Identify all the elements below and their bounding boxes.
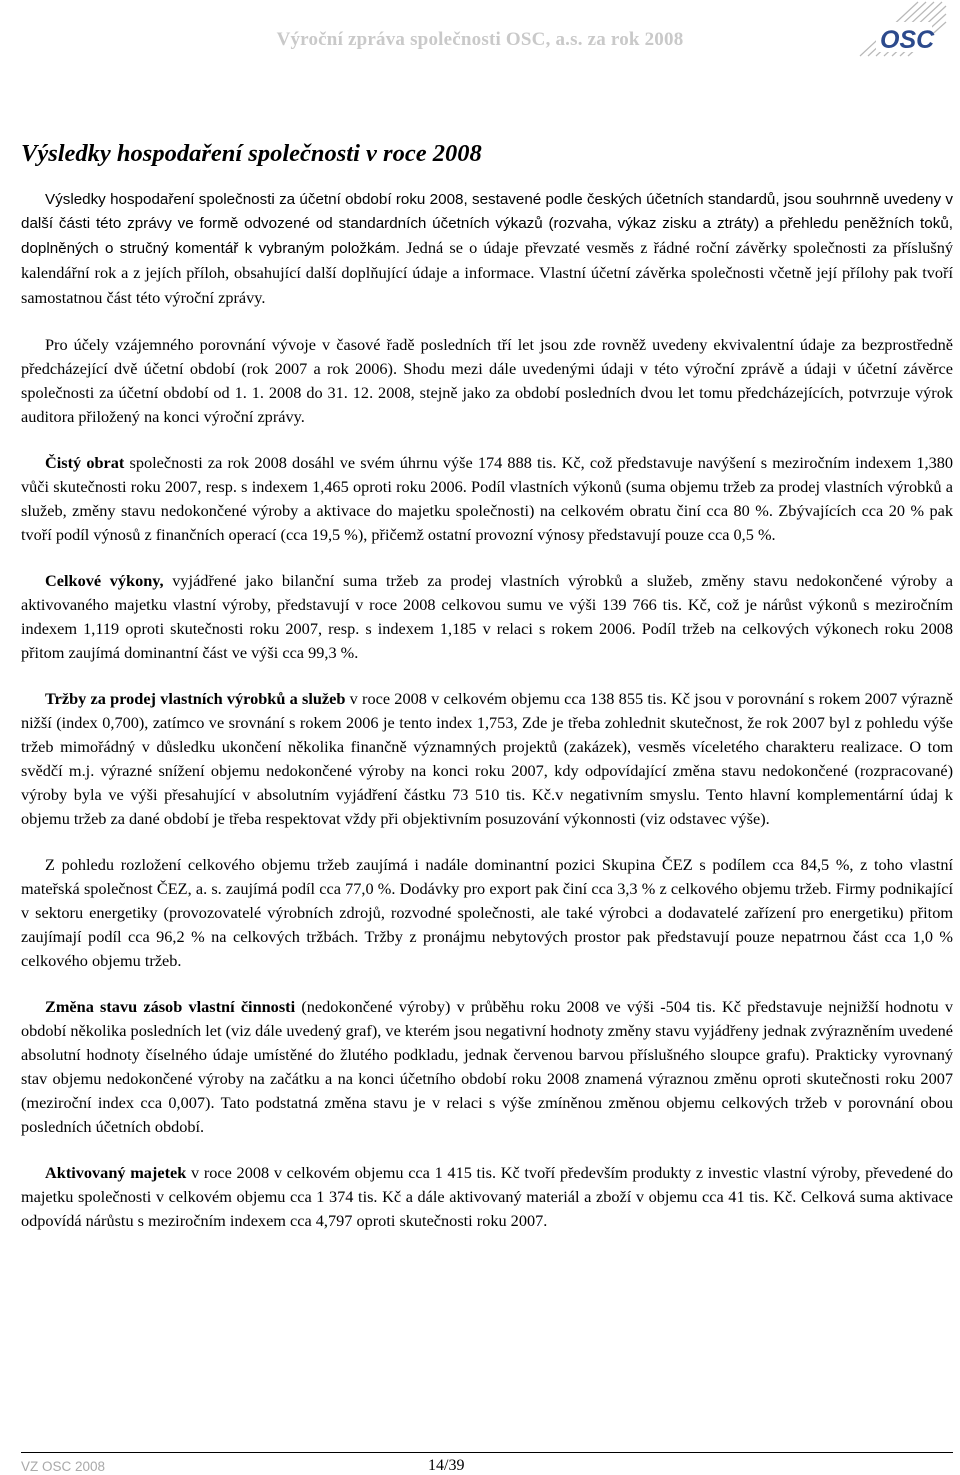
paragraph-intro-text: Výsledky hospodaření společnosti za účetní období roku 2008, sestavené podle českých účetních standardů, jsou souhrnně uvedeny v další části této zprávy ve formě odvozené od standardních účetních výkazů (rozvaha, výkaz zisku a ztráty) a přehledu peněžních toků, doplněných o stručný komentář k vybraným položkám. xyxy=(21,191,953,257)
paragraph-intro-serif: Jedná se o údaje převzaté vesměs z řádné roční závěrky společnosti za příslušný kalendářní rok a z jejích příloh, obsahující další doplňující údaje a informace. Vlastní účetní závěrka společnosti včetně její přílohy pak tvoří samostatnou část této výroční zprávy. xyxy=(21,238,954,307)
report-body xyxy=(21,188,953,1255)
term-sales: Tržby za prodej vlastních výrobků a služeb xyxy=(45,689,346,708)
term-net-turnover: Čistý obrat xyxy=(45,453,125,472)
paragraph-comparison: Pro účely vzájemného porovnání vývoje v časové řadě posledních tří let jsou zde rovněž uvedeny ekvivalentní údaje za bezprostředně předcházející dvě účetní období (rok 2007 a rok 2006). Shodu mezi dále uvedenými údaji v této výroční zprávě a údaji v účetní závěrce společnosti za účetní období od 1. 1. 2008 do 31. 12. 2008, stejně jako za období posledních dvou let tomu předcházejících, potvrzuje výrok auditora přiložený na konci výroční zprávy. xyxy=(21,335,953,426)
footer-divider xyxy=(21,1452,953,1453)
paragraph-total-output-text: vyjádřené jako bilanční suma tržeb za prodej vlastních výrobků a služeb, změny stavu nedokončené výroby a aktivovaného majetku vlastní výroby, představují v roce 2008 celkovou sumu ve výši 139 766 tis. Kč, což je nárůst výkonů s meziročním indexem 1,119 oproti skutečnosti roku 2007, resp. s indexem 1,185 v relaci s rokem 2006. Podíl tržeb na celkových výkonech roku 2008 přitom zaujímá dominantní část ve výši cca 99,3 %. xyxy=(21,571,953,662)
paragraph-inventory-change xyxy=(21,995,953,1139)
header-title: Výroční zpráva společnosti OSC, a.s. za rok 2008 xyxy=(276,29,684,50)
paragraph-total-output xyxy=(21,569,953,665)
paragraph-capitalized-assets xyxy=(21,1161,953,1233)
footer-document-code: VZ OSC 2008 xyxy=(21,1459,106,1474)
paragraph-inventory-change-text: (nedokončené výroby) v průběhu roku 2008 ve výši -504 tis. Kč představuje nejnižší hodnotu v období několika posledních let (viz dále uvedený graf), ve kterém jsou negativní hodnoty změny stavu vyjádřeny jednak zvýrazněním uvedené absolutní hodnoty číselného údaje umístěné do žlutého podkladu, jednak červenou barvou příslušného sloupce grafu). Prakticky vyrovnaný stav objemu nedokončené výroby na začátku a na konci účetního období roku 2008 znamená výraznou změnu oproti skutečnosti roku 2007 (meziroční index cca 0,007). Tato podstatná změna stavu je v relaci s výše zmíněnou změnou objemu celkových tržeb v porovnání obou posledních účetních období. xyxy=(21,997,954,1136)
term-capitalized-assets: Aktivovaný majetek xyxy=(45,1163,187,1182)
osc-logo xyxy=(846,0,950,70)
paragraph-sales xyxy=(21,687,953,831)
paragraph-net-turnover-text: společnosti za rok 2008 dosáhl ve svém úhrnu výše 174 888 tis. Kč, což představuje navýšení s meziročním indexem 1,380 vůči skutečnosti roku 2007, resp. s indexem 1,465 oproti roku 2006. Podíl vlastních výkonů (suma objemu tržeb za prodej vlastních výrobků a služeb, změny stavu nedokončené výroby a aktivace do majetku společnosti) na celkovém obratu činí cca 80 %. Zbývajících cca 20 % pak tvoří podíl výnosů z finančních operací (cca 19,5 %), přičemž ostatní provozní výnosy představují pouze cca 0,5 %. xyxy=(21,453,954,544)
section-heading: Výsledky hospodaření společnosti v roce 2008 xyxy=(21,140,482,167)
paragraph-net-turnover xyxy=(21,451,953,547)
paragraph-sales-distribution: Z pohledu rozložení celkového objemu tržeb zaujímá i nadále dominantní pozici Skupina ČEZ s podílem cca 84,5 %, z toho vlastní mateřská společnost ČEZ, a. s. zaujímá podíl cca 77,0 %. Dodávky pro export pak činí cca 3,3 % z celkového objemu tržeb. Firmy podnikající v sektoru energetiky (provozovatelé výrobních zdrojů, rozvodné společnosti, ale také výrobci a dodavatelé zařízení pro energetiku) přitom zaujímají podíl cca 96,2 % na celkových tržbách. Tržby z pronájmu nebytových prostor pak představují pouze nepatrnou část cca 1,0 % celkového objemu tržeb. xyxy=(21,855,953,970)
term-inventory-change: Změna stavu zásob vlastní činnosti xyxy=(45,997,296,1016)
logo-text: OSC xyxy=(880,26,935,54)
paragraph-capitalized-assets-text: v roce 2008 v celkovém objemu cca 1 415 tis. Kč tvoří především produkty z investic vlastní výroby, převedené do majetku společnosti v celkovém objemu cca 1 374 tis. Kč a dále aktivovaný materiál a zboží v objemu cca 41 tis. Kč. Celková suma aktivace odpovídá nárůstu s meziročním indexem cca 4,797 oproti skutečnosti roku 2007. xyxy=(21,1163,953,1230)
paragraph-sales-text: v roce 2008 v celkovém objemu cca 138 855 tis. Kč jsou v porovnání s rokem 2007 výrazně nižší (index 0,700), zatímco ve srovnání s rokem 2006 je tento index 1,753, Zde je třeba zohlednit skutečnost, že rok 2007 byl z pohledu výše tržeb mimořádný v důsledku ukončení několika finančně významných projektů (zakázek), vesměs víceletého charakteru realizace. O tom svědčí m.j. výrazné snížení objemu nedokončené výroby na konci roku 2007, kdy odpovídající změna stavu nedokončené (rozpracované) výroby byla ve výši přesahující v absolutním vyjádření částku 73 510 tis. Kč.v negativním smyslu. Tento hlavní komplementární údaj k objemu tržeb za dané období je třeba respektovat vždy při objektivním posuzování výkonnosti (viz odstavec výše). xyxy=(21,689,953,828)
footer-page-number: 14/39 xyxy=(428,1457,465,1474)
paragraph-intro xyxy=(21,188,953,311)
term-total-output: Celkové výkony, xyxy=(45,571,164,590)
